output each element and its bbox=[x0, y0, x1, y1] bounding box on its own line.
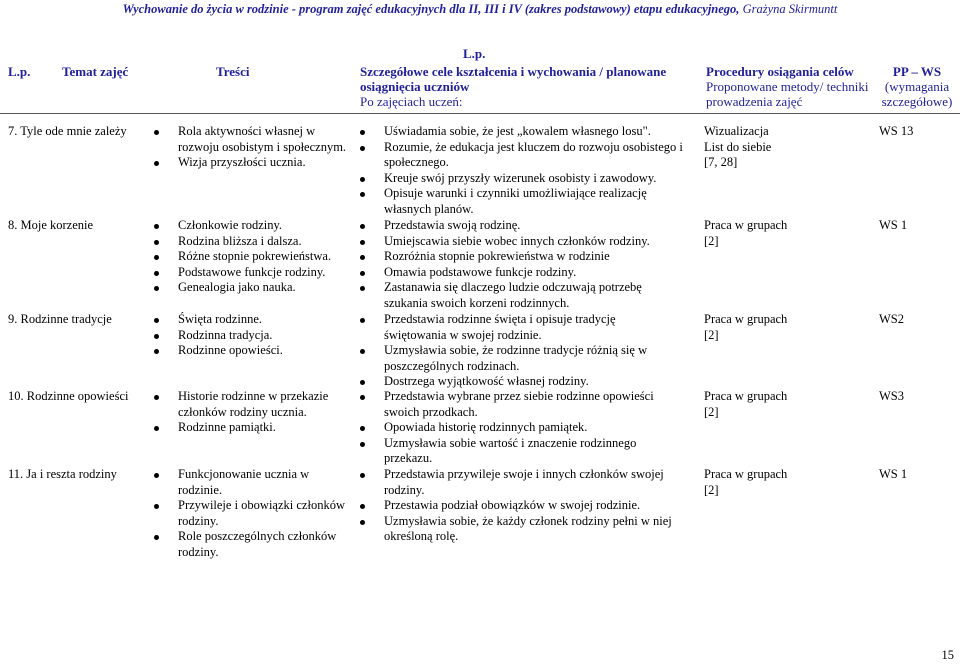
header-author: Grażyna Skirmuntt bbox=[742, 2, 838, 16]
list-item: Przedstawia wybrane przez siebie rodzinne opowieści swoich przodkach. bbox=[356, 389, 684, 420]
list-item: Kreuje swój przyszły wizerunek osobisty i zawodowy. bbox=[356, 171, 684, 187]
list-item: Rodzinne opowieści. bbox=[150, 343, 350, 359]
list-item: Przedstawia rodzinne święta i opisuje tradycję świętowania w swojej rodzinie. bbox=[356, 312, 656, 343]
list-item: Umiejscawia siebie wobec innych członków rodziny. bbox=[356, 234, 684, 250]
lp-label-top: L.p. bbox=[463, 46, 486, 61]
list-item: Rola aktywności własnej w rozwoju osobistym i społecznym. bbox=[150, 124, 350, 155]
list-item: Członkowie rodziny. bbox=[150, 218, 350, 234]
row-8-topic: 8. Moje korzenie bbox=[8, 218, 94, 232]
row-7-content bbox=[150, 124, 350, 171]
row-7-methods: Wizualizacja List do siebie [7, 28] bbox=[704, 124, 772, 169]
list-item: Historie rodzinne w przekazie członków rodziny ucznia. bbox=[150, 389, 350, 420]
row-10-methods: Praca w grupach [2] bbox=[704, 389, 788, 419]
row-7-ws: WS 13 bbox=[879, 124, 914, 138]
column-header-ws: PP – WS (wymagania szczegółowe) bbox=[881, 64, 953, 109]
page-number: 15 bbox=[941, 648, 954, 662]
row-8-ws: WS 1 bbox=[879, 218, 908, 232]
row-9-methods: Praca w grupach [2] bbox=[704, 312, 788, 342]
row-10-content bbox=[150, 389, 350, 436]
list-item: Rozróżnia stopnie pokrewieństwa w rodzinie bbox=[356, 249, 684, 265]
list-item: Przedstawia swoją rodzinę. bbox=[356, 218, 684, 234]
column-header-procedures: Procedury osiągania celów Proponowane metody/ techniki prowadzenia zajęć bbox=[706, 64, 869, 109]
column-header-goals: Szczegółowe cele kształcenia i wychowania / planowane osiągnięcia uczniów Po zajęciach uczeń: bbox=[360, 64, 667, 109]
row-7-goals bbox=[356, 124, 684, 217]
list-item: Przedstawia przywileje swoje i innych członków swojej rodziny. bbox=[356, 467, 684, 498]
list-item: Wizja przyszłości ucznia. bbox=[150, 155, 350, 171]
list-item: Omawia podstawowe funkcje rodziny. bbox=[356, 265, 684, 281]
row-8-methods: Praca w grupach [2] bbox=[704, 218, 788, 248]
list-item: Uzmysławia sobie, że rodzinne tradycje różnią się w poszczególnych rodzinach. bbox=[356, 343, 656, 374]
list-item: Rodzina bliższa i dalsza. bbox=[150, 234, 350, 250]
list-item: Przywileje i obowiązki członków rodziny. bbox=[150, 498, 350, 529]
list-item: Różne stopnie pokrewieństwa. bbox=[150, 249, 350, 265]
list-item: Rodzinne pamiątki. bbox=[150, 420, 350, 436]
list-item: Dostrzega wyjątkowość własnej rodziny. bbox=[356, 374, 656, 390]
list-item: Zastanawia się dlaczego ludzie odczuwają potrzebę szukania swoich korzeni rodzinnych. bbox=[356, 280, 684, 311]
row-11-goals bbox=[356, 467, 684, 545]
row-9-goals bbox=[356, 312, 656, 390]
list-item: Opisuje warunki i czynniki umożliwiające realizację własnych planów. bbox=[356, 186, 684, 217]
list-item: Podstawowe funkcje rodziny. bbox=[150, 265, 350, 281]
row-11-methods: Praca w grupach [2] bbox=[704, 467, 788, 497]
row-10-topic: 10. Rodzinne opowieści bbox=[8, 389, 129, 403]
list-item: Rodzinna tradycja. bbox=[150, 328, 350, 344]
list-item: Uzmysławia sobie wartość i znaczenie rodzinnego przekazu. bbox=[356, 436, 684, 467]
list-item: Święta rodzinne. bbox=[150, 312, 350, 328]
list-item: Rozumie, że edukacja jest kluczem do rozwoju osobistego i społecznego. bbox=[356, 140, 684, 171]
list-item: Uzmysławia sobie, że każdy członek rodziny pełni w niej określoną rolę. bbox=[356, 514, 684, 545]
list-item: Genealogia jako nauka. bbox=[150, 280, 350, 296]
list-item: Opowiada historię rodzinnych pamiątek. bbox=[356, 420, 684, 436]
column-header-content: Treści bbox=[216, 64, 250, 79]
header-rule bbox=[0, 113, 960, 114]
row-9-ws: WS2 bbox=[879, 312, 904, 326]
list-item: Funkcjonowanie ucznia w rodzinie. bbox=[150, 467, 350, 498]
column-header-lp: L.p. bbox=[8, 64, 31, 79]
row-10-ws: WS3 bbox=[879, 389, 904, 403]
row-8-content bbox=[150, 218, 350, 296]
header-title: Wychowanie do życia w rodzinie - program zajęć edukacyjnych dla II, III i IV (zakres podstawowy) etapu edukacyjnego, bbox=[122, 2, 740, 16]
column-header-topic: Temat zajęć bbox=[62, 64, 129, 79]
list-item: Przestawia podział obowiązków w swojej rodzinie. bbox=[356, 498, 684, 514]
row-9-content bbox=[150, 312, 350, 359]
row-9-topic: 9. Rodzinne tradycje bbox=[8, 312, 112, 326]
running-header bbox=[0, 1, 960, 17]
row-8-goals bbox=[356, 218, 684, 311]
row-11-ws: WS 1 bbox=[879, 467, 908, 481]
list-item: Uświadamia sobie, że jest „kowalem własnego losu". bbox=[356, 124, 684, 140]
row-10-goals bbox=[356, 389, 684, 467]
list-item: Role poszczególnych członków rodziny. bbox=[150, 529, 350, 560]
row-11-content bbox=[150, 467, 350, 560]
row-7-topic: 7. Tyle ode mnie zależy bbox=[8, 124, 127, 138]
row-11-topic: 11. Ja i reszta rodziny bbox=[8, 467, 117, 481]
